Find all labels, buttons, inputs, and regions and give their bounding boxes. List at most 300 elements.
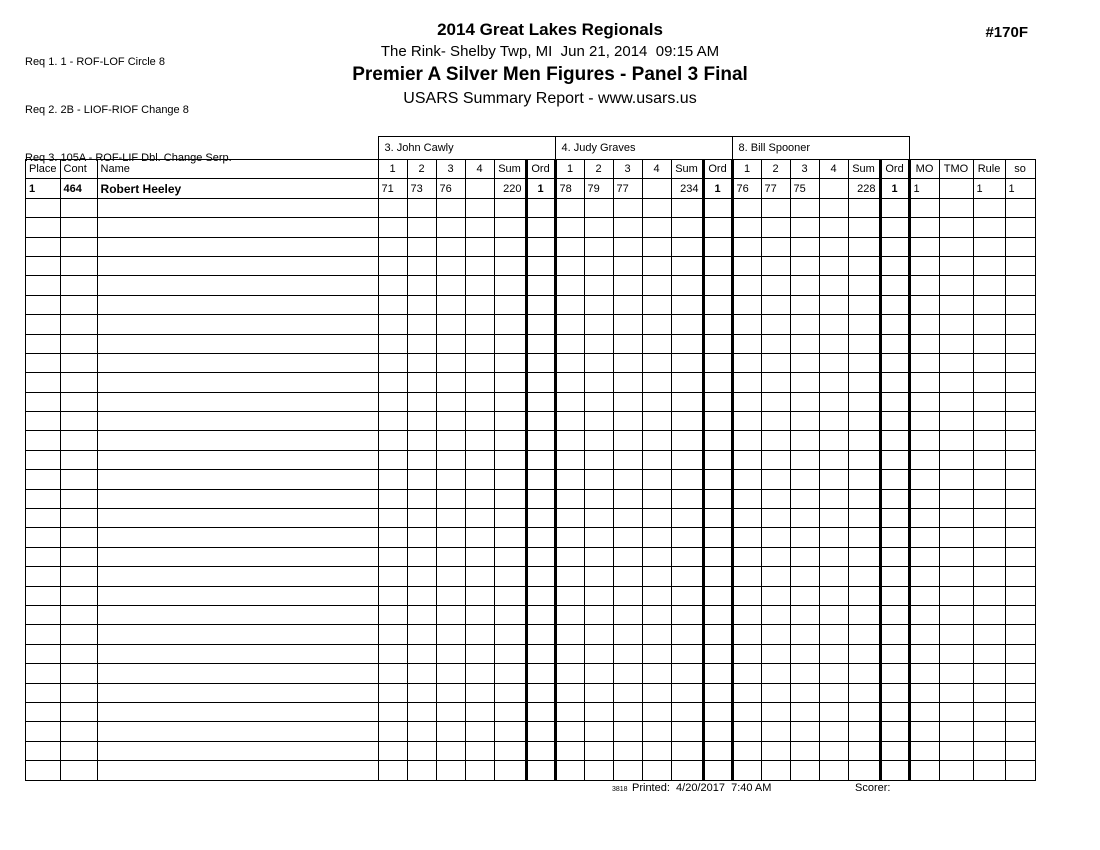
column-header: 2 <box>761 160 790 179</box>
tmo-cell <box>939 470 973 489</box>
place-cell <box>26 315 61 334</box>
name-cell <box>97 353 378 372</box>
score-cell <box>584 567 613 586</box>
score-cell <box>819 664 848 683</box>
score-cell <box>819 625 848 644</box>
score-cell <box>761 256 790 275</box>
score-cell <box>465 741 494 760</box>
score-cell <box>407 373 436 392</box>
score-cell <box>642 237 671 256</box>
rule-cell <box>973 605 1005 624</box>
ord-cell <box>526 625 555 644</box>
score-cell <box>642 218 671 237</box>
column-header: Ord <box>880 160 909 179</box>
score-cell <box>436 373 465 392</box>
name-cell <box>97 528 378 547</box>
tmo-cell <box>939 276 973 295</box>
score-cell: 71 <box>378 179 407 198</box>
name-cell <box>97 412 378 431</box>
name-cell <box>97 276 378 295</box>
score-cell <box>378 567 407 586</box>
ord-cell <box>526 567 555 586</box>
score-cell <box>407 450 436 469</box>
rule-cell <box>973 334 1005 353</box>
so-cell <box>1005 450 1035 469</box>
score-cell <box>436 722 465 741</box>
ord-cell <box>703 567 732 586</box>
sum-cell <box>494 741 526 760</box>
rule-cell <box>973 237 1005 256</box>
sum-cell <box>848 276 880 295</box>
ord-cell <box>526 237 555 256</box>
ord-cell <box>526 392 555 411</box>
sum-cell <box>494 373 526 392</box>
ord-cell <box>880 450 909 469</box>
score-cell <box>584 528 613 547</box>
score-cell <box>407 683 436 702</box>
score-cell <box>732 625 761 644</box>
score-cell <box>819 741 848 760</box>
sum-cell <box>848 586 880 605</box>
score-cell <box>642 334 671 353</box>
cont-cell <box>60 450 97 469</box>
sum-cell <box>848 644 880 663</box>
score-cell <box>584 198 613 217</box>
score-cell <box>613 237 642 256</box>
empty-row <box>26 353 1036 372</box>
score-cell <box>584 489 613 508</box>
sum-cell: 234 <box>671 179 703 198</box>
score-cell <box>407 470 436 489</box>
score-cell <box>613 664 642 683</box>
score-cell <box>790 547 819 566</box>
so-cell <box>1005 586 1035 605</box>
ord-cell <box>880 567 909 586</box>
tmo-cell <box>939 218 973 237</box>
score-cell <box>613 528 642 547</box>
score-cell <box>761 528 790 547</box>
score-cell <box>378 218 407 237</box>
score-cell <box>819 237 848 256</box>
sum-cell <box>848 334 880 353</box>
place-cell <box>26 586 61 605</box>
sum-cell <box>494 528 526 547</box>
tmo-cell <box>939 605 973 624</box>
rule-cell <box>973 353 1005 372</box>
score-cell <box>819 373 848 392</box>
tmo-cell <box>939 179 973 198</box>
cont-cell <box>60 412 97 431</box>
score-cell <box>613 276 642 295</box>
score-cell <box>584 741 613 760</box>
score-cell <box>407 605 436 624</box>
score-cell <box>465 586 494 605</box>
score-cell <box>465 722 494 741</box>
name-cell <box>97 237 378 256</box>
score-cell <box>555 237 584 256</box>
sum-cell <box>848 295 880 314</box>
score-cell <box>613 605 642 624</box>
sum-cell <box>494 605 526 624</box>
score-cell <box>790 295 819 314</box>
place-cell <box>26 276 61 295</box>
score-cell <box>790 741 819 760</box>
score-cell <box>465 179 494 198</box>
sum-cell <box>494 567 526 586</box>
score-cell <box>378 315 407 334</box>
score-cell <box>407 489 436 508</box>
score-cell <box>819 567 848 586</box>
sum-cell <box>671 722 703 741</box>
sum-cell <box>848 450 880 469</box>
score-cell <box>761 741 790 760</box>
rule-cell <box>973 741 1005 760</box>
score-cell: 75 <box>790 179 819 198</box>
printed-timestamp: Printed: 4/20/2017 7:40 AM <box>632 782 772 794</box>
sum-cell <box>671 334 703 353</box>
sum-cell <box>671 470 703 489</box>
score-cell <box>555 315 584 334</box>
score-cell <box>732 450 761 469</box>
score-cell <box>642 256 671 275</box>
cont-cell <box>60 741 97 760</box>
score-cell <box>436 237 465 256</box>
score-cell <box>465 489 494 508</box>
name-cell <box>97 567 378 586</box>
place-cell <box>26 295 61 314</box>
score-cell <box>378 586 407 605</box>
sum-cell <box>848 431 880 450</box>
so-cell <box>1005 567 1035 586</box>
score-cell <box>407 644 436 663</box>
so-cell <box>1005 547 1035 566</box>
mo-cell <box>909 664 939 683</box>
score-cell <box>642 412 671 431</box>
cont-cell <box>60 315 97 334</box>
rule-cell <box>973 664 1005 683</box>
tmo-cell <box>939 664 973 683</box>
tmo-cell <box>939 198 973 217</box>
place-cell <box>26 664 61 683</box>
score-cell <box>732 683 761 702</box>
rule-cell <box>973 547 1005 566</box>
ord-cell <box>703 664 732 683</box>
tmo-cell <box>939 295 973 314</box>
score-cell <box>407 741 436 760</box>
judge-row-spacer <box>909 137 1035 160</box>
name-cell <box>97 315 378 334</box>
tmo-cell <box>939 683 973 702</box>
tmo-cell <box>939 586 973 605</box>
column-header: Rule <box>973 160 1005 179</box>
score-cell <box>761 567 790 586</box>
score-cell <box>407 295 436 314</box>
ord-cell <box>526 470 555 489</box>
sum-cell <box>494 295 526 314</box>
empty-row <box>26 702 1036 721</box>
place-cell <box>26 412 61 431</box>
mo-cell <box>909 198 939 217</box>
score-cell <box>465 373 494 392</box>
score-cell <box>555 605 584 624</box>
score-cell <box>584 295 613 314</box>
rule-cell <box>973 392 1005 411</box>
sum-cell <box>848 509 880 528</box>
mo-cell <box>909 353 939 372</box>
score-cell <box>584 353 613 372</box>
score-cell <box>613 722 642 741</box>
score-cell: 76 <box>436 179 465 198</box>
score-cell <box>378 198 407 217</box>
ord-cell <box>703 625 732 644</box>
mo-cell <box>909 470 939 489</box>
score-cell <box>465 450 494 469</box>
score-cell <box>465 431 494 450</box>
sum-cell <box>494 722 526 741</box>
score-cell <box>790 218 819 237</box>
score-cell <box>642 702 671 721</box>
score-cell <box>761 334 790 353</box>
score-cell <box>790 373 819 392</box>
so-cell <box>1005 625 1035 644</box>
so-cell <box>1005 644 1035 663</box>
sum-cell <box>671 528 703 547</box>
score-cell <box>732 567 761 586</box>
score-cell <box>555 392 584 411</box>
score-cell <box>436 625 465 644</box>
sum-cell <box>848 412 880 431</box>
score-cell <box>555 489 584 508</box>
score-cell <box>555 353 584 372</box>
score-cell <box>819 392 848 411</box>
score-cell <box>407 702 436 721</box>
score-cell <box>642 509 671 528</box>
sum-cell <box>494 664 526 683</box>
score-cell <box>378 295 407 314</box>
score-cell <box>790 256 819 275</box>
score-cell <box>407 218 436 237</box>
ord-cell <box>703 295 732 314</box>
sum-cell <box>848 373 880 392</box>
score-cell <box>378 722 407 741</box>
mo-cell <box>909 761 939 780</box>
score-cell <box>761 761 790 780</box>
ord-cell <box>526 664 555 683</box>
tmo-cell <box>939 256 973 275</box>
score-cell <box>584 625 613 644</box>
score-cell <box>819 295 848 314</box>
mo-cell <box>909 702 939 721</box>
score-cell <box>555 702 584 721</box>
ord-cell <box>880 528 909 547</box>
ord-cell <box>526 256 555 275</box>
score-cell <box>790 761 819 780</box>
sum-cell <box>494 625 526 644</box>
score-cell <box>407 198 436 217</box>
score-cell <box>584 761 613 780</box>
column-header: Sum <box>671 160 703 179</box>
score-cell <box>407 431 436 450</box>
mo-cell <box>909 605 939 624</box>
sum-cell <box>671 741 703 760</box>
tmo-cell <box>939 412 973 431</box>
ord-cell <box>880 547 909 566</box>
tmo-cell <box>939 625 973 644</box>
empty-row <box>26 334 1036 353</box>
score-cell <box>555 683 584 702</box>
sum-cell <box>494 198 526 217</box>
score-cell <box>819 470 848 489</box>
rule-cell <box>973 431 1005 450</box>
rule-cell <box>973 489 1005 508</box>
tmo-cell <box>939 431 973 450</box>
score-cell <box>584 470 613 489</box>
score-cell <box>436 256 465 275</box>
score-cell: 77 <box>761 179 790 198</box>
score-cell <box>584 431 613 450</box>
ord-cell <box>880 489 909 508</box>
score-cell <box>613 489 642 508</box>
score-cell <box>584 334 613 353</box>
score-cell <box>378 702 407 721</box>
ord-cell <box>526 644 555 663</box>
score-cell <box>436 470 465 489</box>
result-row <box>26 179 1036 198</box>
ord-cell <box>703 237 732 256</box>
mo-cell <box>909 567 939 586</box>
score-cell <box>555 625 584 644</box>
score-cell <box>407 315 436 334</box>
sum-cell <box>671 218 703 237</box>
score-cell <box>761 373 790 392</box>
cont-cell <box>60 625 97 644</box>
ord-cell <box>703 276 732 295</box>
score-cell <box>436 353 465 372</box>
score-cell <box>819 702 848 721</box>
score-cell <box>378 644 407 663</box>
score-cell <box>790 353 819 372</box>
score-cell <box>732 334 761 353</box>
ord-cell <box>880 373 909 392</box>
name-cell <box>97 218 378 237</box>
score-cell <box>436 586 465 605</box>
score-cell <box>642 295 671 314</box>
score-cell <box>642 625 671 644</box>
mo-cell <box>909 509 939 528</box>
ord-cell <box>880 353 909 372</box>
rule-cell <box>973 625 1005 644</box>
mo-cell <box>909 373 939 392</box>
rule-cell <box>973 683 1005 702</box>
score-cell <box>465 276 494 295</box>
tmo-cell <box>939 741 973 760</box>
score-cell <box>436 547 465 566</box>
judge-header: 4. Judy Graves <box>555 137 732 160</box>
so-cell <box>1005 722 1035 741</box>
tmo-cell <box>939 644 973 663</box>
sum-cell <box>848 605 880 624</box>
ord-cell <box>526 218 555 237</box>
requirement-line: Req 2. 2B - LIOF-RIOF Change 8 <box>25 104 189 116</box>
so-cell <box>1005 198 1035 217</box>
score-cell <box>732 489 761 508</box>
score-cell <box>642 547 671 566</box>
score-cell <box>642 528 671 547</box>
score-cell <box>584 450 613 469</box>
sum-cell <box>494 702 526 721</box>
score-cell <box>732 392 761 411</box>
score-cell <box>436 412 465 431</box>
rule-cell <box>973 295 1005 314</box>
ord-cell <box>526 509 555 528</box>
score-cell <box>790 644 819 663</box>
score-cell <box>761 489 790 508</box>
mo-cell <box>909 334 939 353</box>
score-cell <box>761 237 790 256</box>
empty-row <box>26 664 1036 683</box>
score-cell <box>819 256 848 275</box>
score-cell <box>732 218 761 237</box>
score-cell <box>465 218 494 237</box>
score-cell <box>407 761 436 780</box>
so-cell <box>1005 470 1035 489</box>
rule-cell <box>973 450 1005 469</box>
tmo-cell <box>939 547 973 566</box>
sum-cell <box>494 470 526 489</box>
score-cell <box>613 644 642 663</box>
score-cell <box>436 683 465 702</box>
sum-cell <box>671 625 703 644</box>
sum-cell <box>494 509 526 528</box>
cont-cell <box>60 353 97 372</box>
empty-row <box>26 683 1036 702</box>
empty-row <box>26 256 1036 275</box>
scorer-label: Scorer: <box>855 782 891 794</box>
so-cell <box>1005 315 1035 334</box>
ord-cell <box>880 741 909 760</box>
score-cell <box>378 509 407 528</box>
score-cell <box>378 353 407 372</box>
name-cell <box>97 256 378 275</box>
score-cell <box>436 392 465 411</box>
score-cell <box>465 315 494 334</box>
rule-cell <box>973 528 1005 547</box>
score-cell <box>819 315 848 334</box>
ord-cell <box>526 450 555 469</box>
score-cell <box>436 450 465 469</box>
cont-cell <box>60 256 97 275</box>
ord-cell <box>880 412 909 431</box>
column-header: Cont <box>60 160 97 179</box>
ord-cell <box>880 470 909 489</box>
score-cell <box>732 586 761 605</box>
score-cell <box>642 392 671 411</box>
sum-cell <box>671 489 703 508</box>
judge-header: 8. Bill Spooner <box>732 137 909 160</box>
score-cell <box>436 276 465 295</box>
score-cell <box>378 276 407 295</box>
name-cell <box>97 702 378 721</box>
score-cell <box>761 412 790 431</box>
score-cell <box>819 353 848 372</box>
score-cell <box>555 547 584 566</box>
score-cell <box>732 198 761 217</box>
score-cell <box>642 470 671 489</box>
score-cell <box>378 664 407 683</box>
so-cell <box>1005 392 1035 411</box>
ord-cell <box>526 295 555 314</box>
ord-cell <box>880 431 909 450</box>
